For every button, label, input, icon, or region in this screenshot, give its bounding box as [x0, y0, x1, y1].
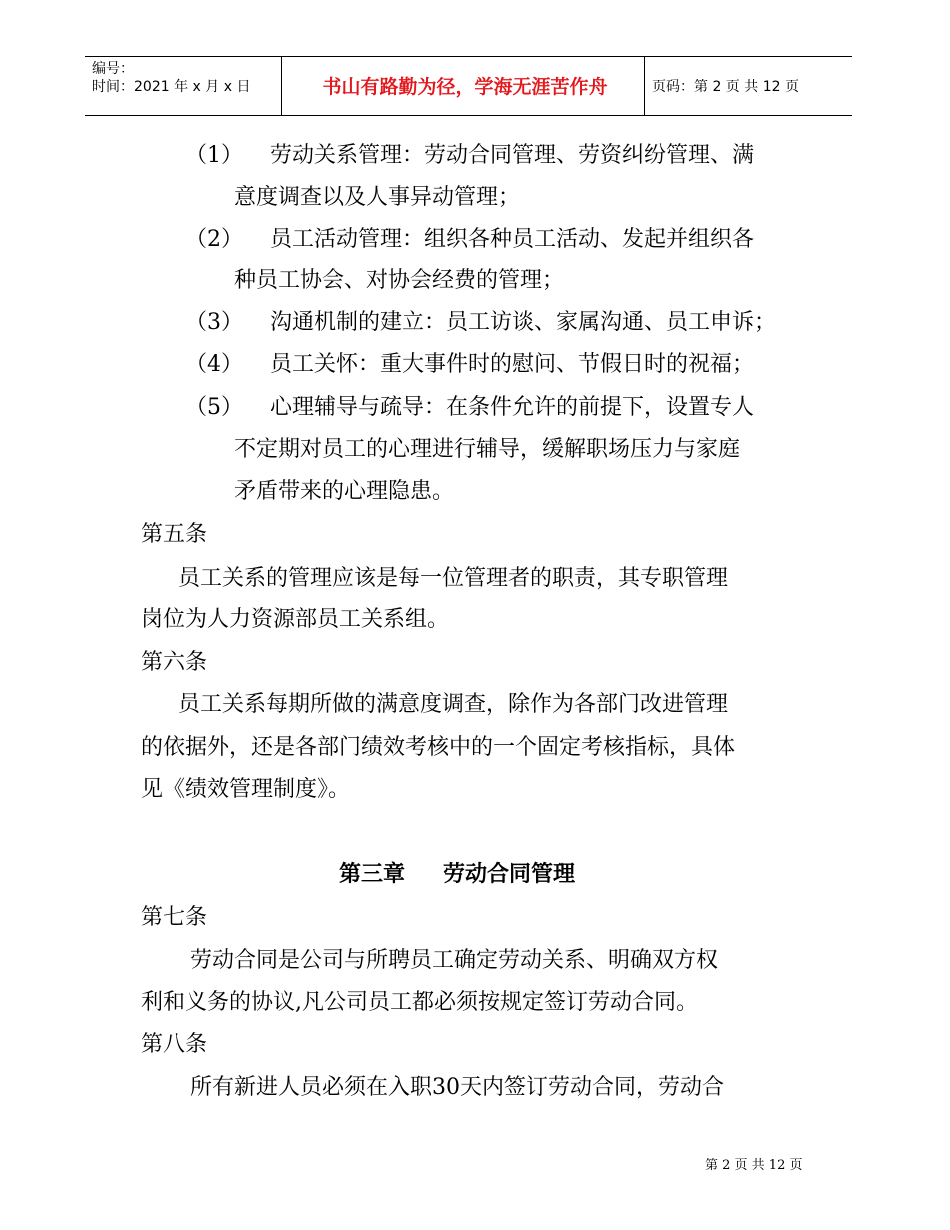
- article-title: 第八条: [141, 1032, 208, 1057]
- header-divider-right: [644, 56, 645, 116]
- header-serial-label: 编号：: [92, 61, 134, 77]
- chapter-heading: [339, 860, 575, 890]
- article-title: 第七条: [141, 905, 208, 930]
- list-item-continuation: 矛盾带来的心理隐患。: [234, 479, 455, 504]
- list-item-number: （4）: [185, 352, 243, 377]
- list-item: [185, 141, 754, 171]
- list-item-continuation: 意度调查以及人事异动管理；: [234, 185, 521, 210]
- list-item-continuation: 种员工协会、对协会经费的管理；: [234, 268, 565, 293]
- header-divider-left: [281, 56, 282, 116]
- article-text: 岗位为人力资源部员工关系组。: [141, 607, 450, 632]
- header-bottom-rule: [85, 115, 852, 116]
- list-item-text: 劳动关系管理：劳动合同管理、劳资纠纷管理、满: [270, 143, 755, 168]
- article-text: 的依据外，还是各部门绩效考核中的一个固定考核指标，具体: [141, 735, 736, 760]
- article-text: 见《绩效管理制度》。: [141, 777, 351, 802]
- list-item-number: （1）: [185, 143, 243, 168]
- list-item: [185, 350, 754, 380]
- chapter-title: 劳动合同管理: [443, 862, 576, 887]
- article-text: 员工关系每期所做的满意度调查，除作为各部门改进管理: [178, 692, 729, 717]
- list-item-continuation: 不定期对员工的心理进行辅导，缓解职场压力与家庭: [234, 437, 741, 462]
- article-text: 劳动合同是公司与所聘员工确定劳动关系、明确双方权: [190, 948, 719, 973]
- list-item-text: 沟通机制的建立：员工访谈、家属沟通、员工申诉；: [270, 310, 777, 335]
- article-text: 所有新进人员必须在入职30天内签订劳动合同，劳动合: [190, 1075, 724, 1100]
- article-text: 员工关系的管理应该是每一位管理者的职责，其专职管理: [178, 566, 729, 591]
- page-footer: 第 2 页 共 12 页: [705, 1158, 803, 1173]
- list-item: [185, 308, 776, 338]
- header-page-label: 页码：第 2 页 共 12 页: [652, 79, 799, 95]
- list-item-number: （5）: [185, 395, 243, 420]
- article-title: 第六条: [141, 650, 208, 675]
- header-time-label: 时间：2021 年 x 月 x 日: [92, 79, 251, 95]
- article-title: 第五条: [141, 522, 208, 547]
- list-item-number: （3）: [185, 310, 243, 335]
- article-text: 利和义务的协议,凡公司员工都必须按规定签订劳动合同。: [141, 990, 698, 1015]
- list-item: [185, 225, 754, 255]
- list-item-text: 心理辅导与疏导：在条件允许的前提下，设置专人: [270, 395, 755, 420]
- list-item-number: （2）: [185, 227, 243, 252]
- header-top-rule: [85, 56, 852, 57]
- list-item-text: 员工关怀：重大事件时的慰问、节假日时的祝福；: [270, 352, 755, 377]
- header-motto: 书山有路勤为径，学海无涯苦作舟: [322, 76, 608, 98]
- list-item-text: 员工活动管理：组织各种员工活动、发起并组织各: [270, 227, 755, 252]
- list-item: [185, 393, 754, 423]
- chapter-number: 第三章: [339, 862, 406, 887]
